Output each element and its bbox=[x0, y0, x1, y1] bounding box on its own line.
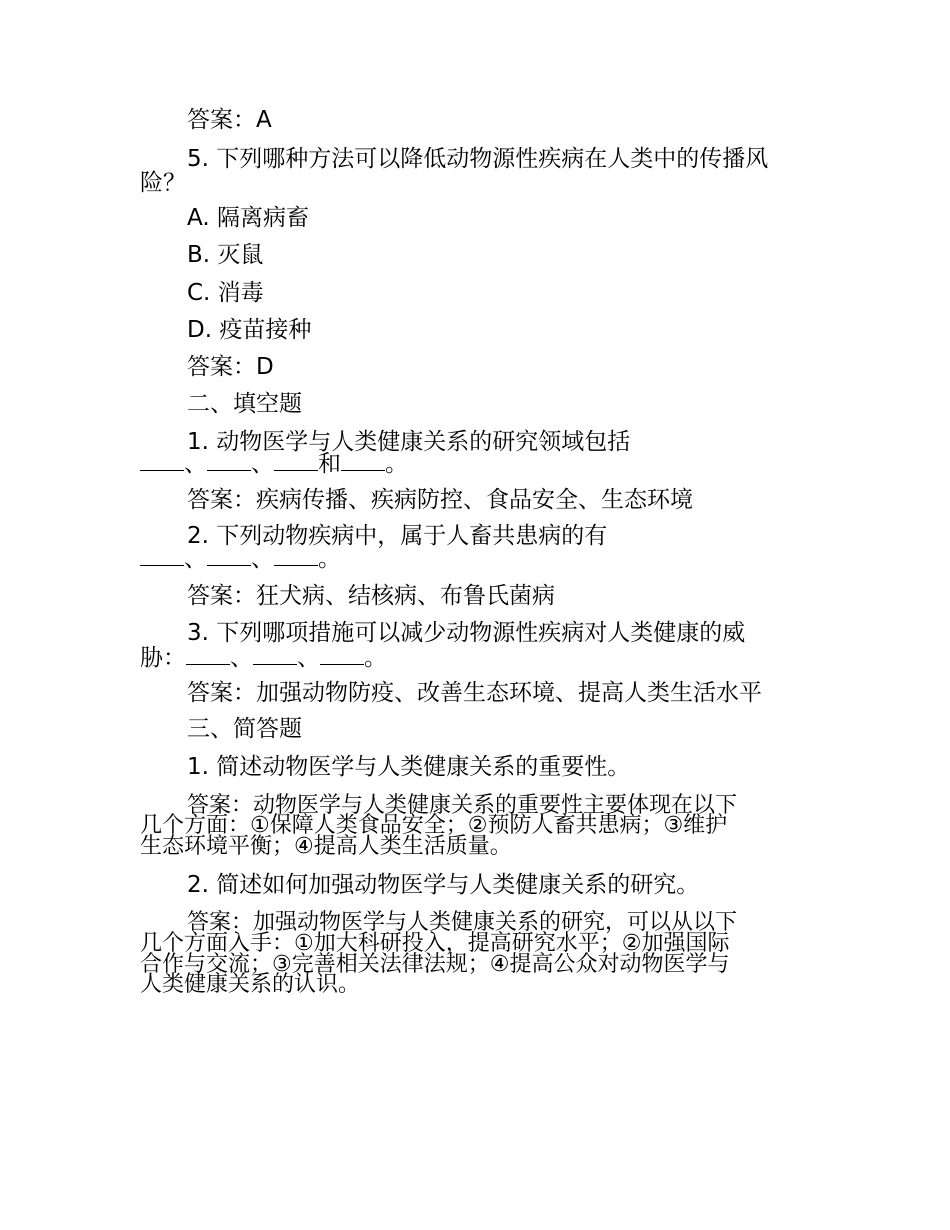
short-a2-line-4: 人类健康关系的认识。 bbox=[140, 972, 361, 997]
short-a1-line-2: 几个方面：①保障人类食品安全；②预防人畜共患病；③维护 bbox=[140, 813, 728, 838]
fill-q1-line-1: 1. 动物医学与人类健康关系的研究领域包括 bbox=[187, 429, 631, 455]
period: 。 bbox=[318, 546, 341, 572]
fill-q2-blanks bbox=[140, 546, 812, 572]
section-2-title: 二、填空题 bbox=[187, 391, 302, 417]
fill-q3-answer: 答案：加强动物防疫、改善生态环境、提高人类生活水平 bbox=[187, 680, 762, 706]
q4-answer: 答案：A bbox=[187, 107, 272, 133]
period: 。 bbox=[364, 645, 387, 671]
fill-q3-line-1: 3. 下列哪项措施可以减少动物源性疾病对人类健康的威 bbox=[187, 620, 746, 646]
blank bbox=[274, 452, 318, 471]
section-3-title: 三、简答题 bbox=[187, 716, 302, 742]
separator: 、 bbox=[184, 546, 207, 572]
q5-question-line-1: 5. 下列哪种方法可以降低动物源性疾病在人类中的传播风 bbox=[187, 146, 769, 172]
fill-q3-blanks bbox=[140, 645, 812, 671]
separator: 、 bbox=[251, 451, 274, 477]
blank bbox=[140, 547, 184, 566]
blank bbox=[207, 547, 251, 566]
period: 。 bbox=[385, 451, 408, 477]
short-a1-line-3: 生态环境平衡；④提高人类生活质量。 bbox=[140, 834, 512, 859]
q5-option-c: C. 消毒 bbox=[187, 280, 264, 306]
blank bbox=[140, 452, 184, 471]
fill-q2-answer: 答案：狂犬病、结核病、布鲁氏菌病 bbox=[187, 583, 555, 609]
short-a2-line-2: 几个方面入手：①加大科研投入，提高研究水平；②加强国际 bbox=[140, 931, 730, 956]
blank bbox=[207, 452, 251, 471]
prefix: 胁： bbox=[140, 645, 186, 671]
blank bbox=[320, 646, 364, 665]
q5-option-a: A. 隔离病畜 bbox=[187, 205, 309, 231]
blank bbox=[274, 547, 318, 566]
separator: 、 bbox=[184, 451, 207, 477]
short-a2-line-3: 合作与交流；③完善相关法律法规；④提高公众对动物医学与 bbox=[140, 952, 730, 977]
separator: 、 bbox=[251, 546, 274, 572]
q5-option-b: B. 灭鼠 bbox=[187, 242, 264, 268]
separator: 和 bbox=[318, 451, 341, 477]
fill-q1-answer: 答案：疾病传播、疾病防控、食品安全、生态环境 bbox=[187, 487, 693, 513]
fill-q2-line-1: 2. 下列动物疾病中，属于人畜共患病的有 bbox=[187, 523, 608, 549]
q5-option-d: D. 疫苗接种 bbox=[187, 317, 312, 343]
short-q2: 2. 简述如何加强动物医学与人类健康关系的研究。 bbox=[187, 872, 700, 898]
separator: 、 bbox=[230, 645, 253, 671]
q5-answer: 答案：D bbox=[187, 354, 274, 380]
blank bbox=[253, 646, 297, 665]
short-a2-line-1: 答案：加强动物医学与人类健康关系的研究，可以从以下 bbox=[187, 910, 738, 935]
q5-question-line-2: 险？ bbox=[140, 170, 186, 196]
separator: 、 bbox=[297, 645, 320, 671]
short-a1-line-1: 答案：动物医学与人类健康关系的重要性主要体现在以下 bbox=[187, 793, 738, 818]
blank bbox=[186, 646, 230, 665]
fill-q1-blanks bbox=[140, 451, 812, 477]
short-q1: 1. 简述动物医学与人类健康关系的重要性。 bbox=[187, 754, 631, 780]
blank bbox=[341, 452, 385, 471]
